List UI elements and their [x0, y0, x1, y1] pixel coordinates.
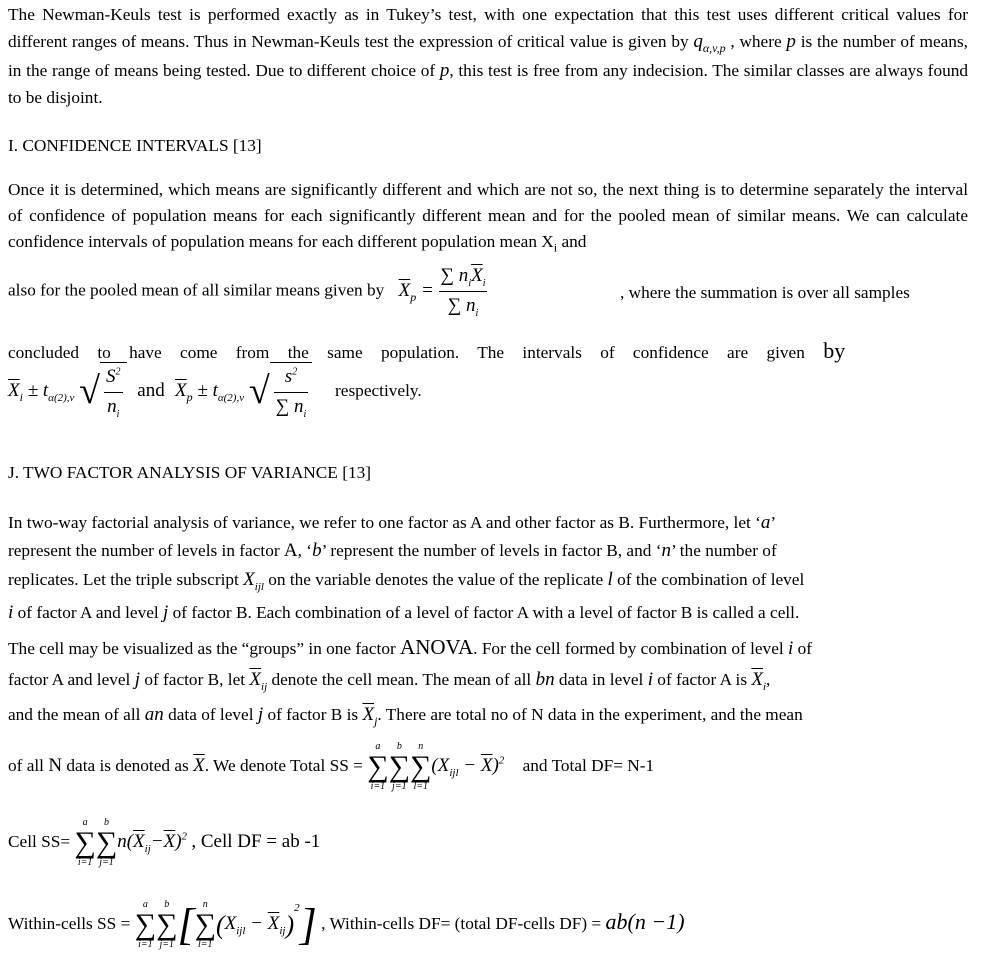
- anova-line-2: represent the number of levels in factor A, ‘b’ represent the number of levels in factor B, and ‘n’ the number of: [8, 540, 777, 561]
- cell-ss-equation: Cell SS= a ∑ i=1 b ∑ j=1 $n(\overline{X}_{ij}-\overline{X})^2$ , Cell DF = ab -1: [8, 817, 321, 868]
- q-symbol: $q_{\alpha,v,p}$: [693, 30, 726, 55]
- anova-line-8-total-ss: of all N data is denoted as $\overline{X}$. We denote Total SS = a ∑ i=1 b ∑ j=1 n ∑ l=1 $(X_{ijl} - \overline{X})^2$ and Total DF= N-1: [8, 741, 655, 792]
- anova-line-6: factor A and level j of factor B, let $\overline{X}_{ij}$ denote the cell mean. The mean of all bn data in level i of factor A is $\overline{X}_i$,: [8, 669, 771, 693]
- anova-line-7: and the mean of all an data of level j of factor B is $\overline{X}_j$. There are total no of N data in the experiment, and the mean: [8, 704, 803, 728]
- interval-formulas: $\overline{X}_i \pm t_{\alpha(2),v}$ √ $\frac{S^2}{n_i}$ and $\overline{X}_p \pm t_{\alpha(2),v}$ √ $\frac{s^2}{\sum n_i}$ respectively.: [8, 362, 968, 421]
- x-ij-bar-symbol: $\overline{X}_{ij}$: [249, 669, 268, 693]
- section-heading-two-factor-anova: J. TWO FACTOR ANALYSIS OF VARIANCE [13]: [8, 463, 371, 482]
- anova-line-5: The cell may be visualized as the “groups” in one factor ANOVA. For the cell formed by combination of level i of: [8, 635, 813, 659]
- interval-formula-2: $\overline{X}_p \pm t_{\alpha(2),v}$ √ $\frac{s^2}{\sum n_i}$: [175, 380, 317, 401]
- paragraph-confidence: Once it is determined, which means are significantly different and which are not so, the next thing is to determine separately the interval of confidence of population means for each significantly different mean and for the pooled mean of similar means. We can calculate confidence intervals of population means for each different population mean $X_i$ and: [8, 180, 968, 255]
- pooled-mean-line: also for the pooled mean of all similar means given by $\overline{X}_p$ = $\frac{\sum n_i\overline{X}_i}{\sum n_i}$ , where the summation is over all samples: [8, 262, 968, 321]
- x-ijl-symbol: $X_{ijl}$: [243, 569, 264, 593]
- intervals-line: concluded to have come from the same population. The intervals of confidence are given by: [8, 338, 846, 363]
- section-heading-confidence-intervals: I. CONFIDENCE INTERVALS [13]: [8, 136, 262, 155]
- anova-line-3: replicates. Let the triple subscript $X_{ijl}$ on the variable denotes the value of the replicate l of the combination of level: [8, 569, 805, 593]
- anova-line-1: In two-way factorial analysis of variance, we refer to one factor as A and other factor as B. Furthermore, let ‘a’: [8, 512, 777, 533]
- interval-formula-1: $\overline{X}_i \pm t_{\alpha(2),v}$ √ $\frac{S^2}{n_i}$: [8, 380, 131, 401]
- total-ss-formula: a ∑ i=1 b ∑ j=1 n ∑ l=1 $(X_{ijl} - \overline{X})^2$: [367, 741, 505, 792]
- anova-line-4: i of factor A and level j of factor B. Each combination of a level of factor A with a level of factor B is called a cell.: [8, 602, 800, 623]
- within-ss-formula: a ∑ i=1 b ∑ j=1 [ n ∑ l=1 $(X_{ijl} - \overline{X}_{ij})^2$]: [134, 899, 317, 950]
- cell-ss-formula: a ∑ i=1 b ∑ j=1 $n(\overline{X}_{ij}-\overline{X})^2$: [74, 817, 188, 868]
- x-j-bar-symbol: $\overline{X}_j$: [362, 704, 378, 728]
- within-cells-equation: Within-cells SS = a ∑ i=1 b ∑ j=1 [ n ∑ l=1 $(X_{ijl} - \overline{X}_{ij})^2$] , Within-cells DF= (total DF-cells DF) = ab(n −1): [8, 899, 685, 950]
- grand-mean-symbol: $\overline{X}$: [193, 754, 205, 776]
- pooled-mean-formula: $\overline{X}_p$ = $\frac{\sum n_i\overline{X}_i}{\sum n_i}$: [399, 280, 488, 301]
- x-i-bar-symbol: $\overline{X}_i$: [751, 669, 767, 693]
- paragraph-newman-keuls: The Newman-Keuls test is performed exactly as in Tukey’s test, with one expectation that this test uses different critical values for different ranges of means. Thus in Newman-Keuls test the expression of critical value is given by $q_{\alpha,v,p}$ , where p is the number of means, in the range of means being tested. Due to different choice of p, this test is free from any indecision. The similar classes are always found to be disjoint.: [8, 5, 969, 108]
